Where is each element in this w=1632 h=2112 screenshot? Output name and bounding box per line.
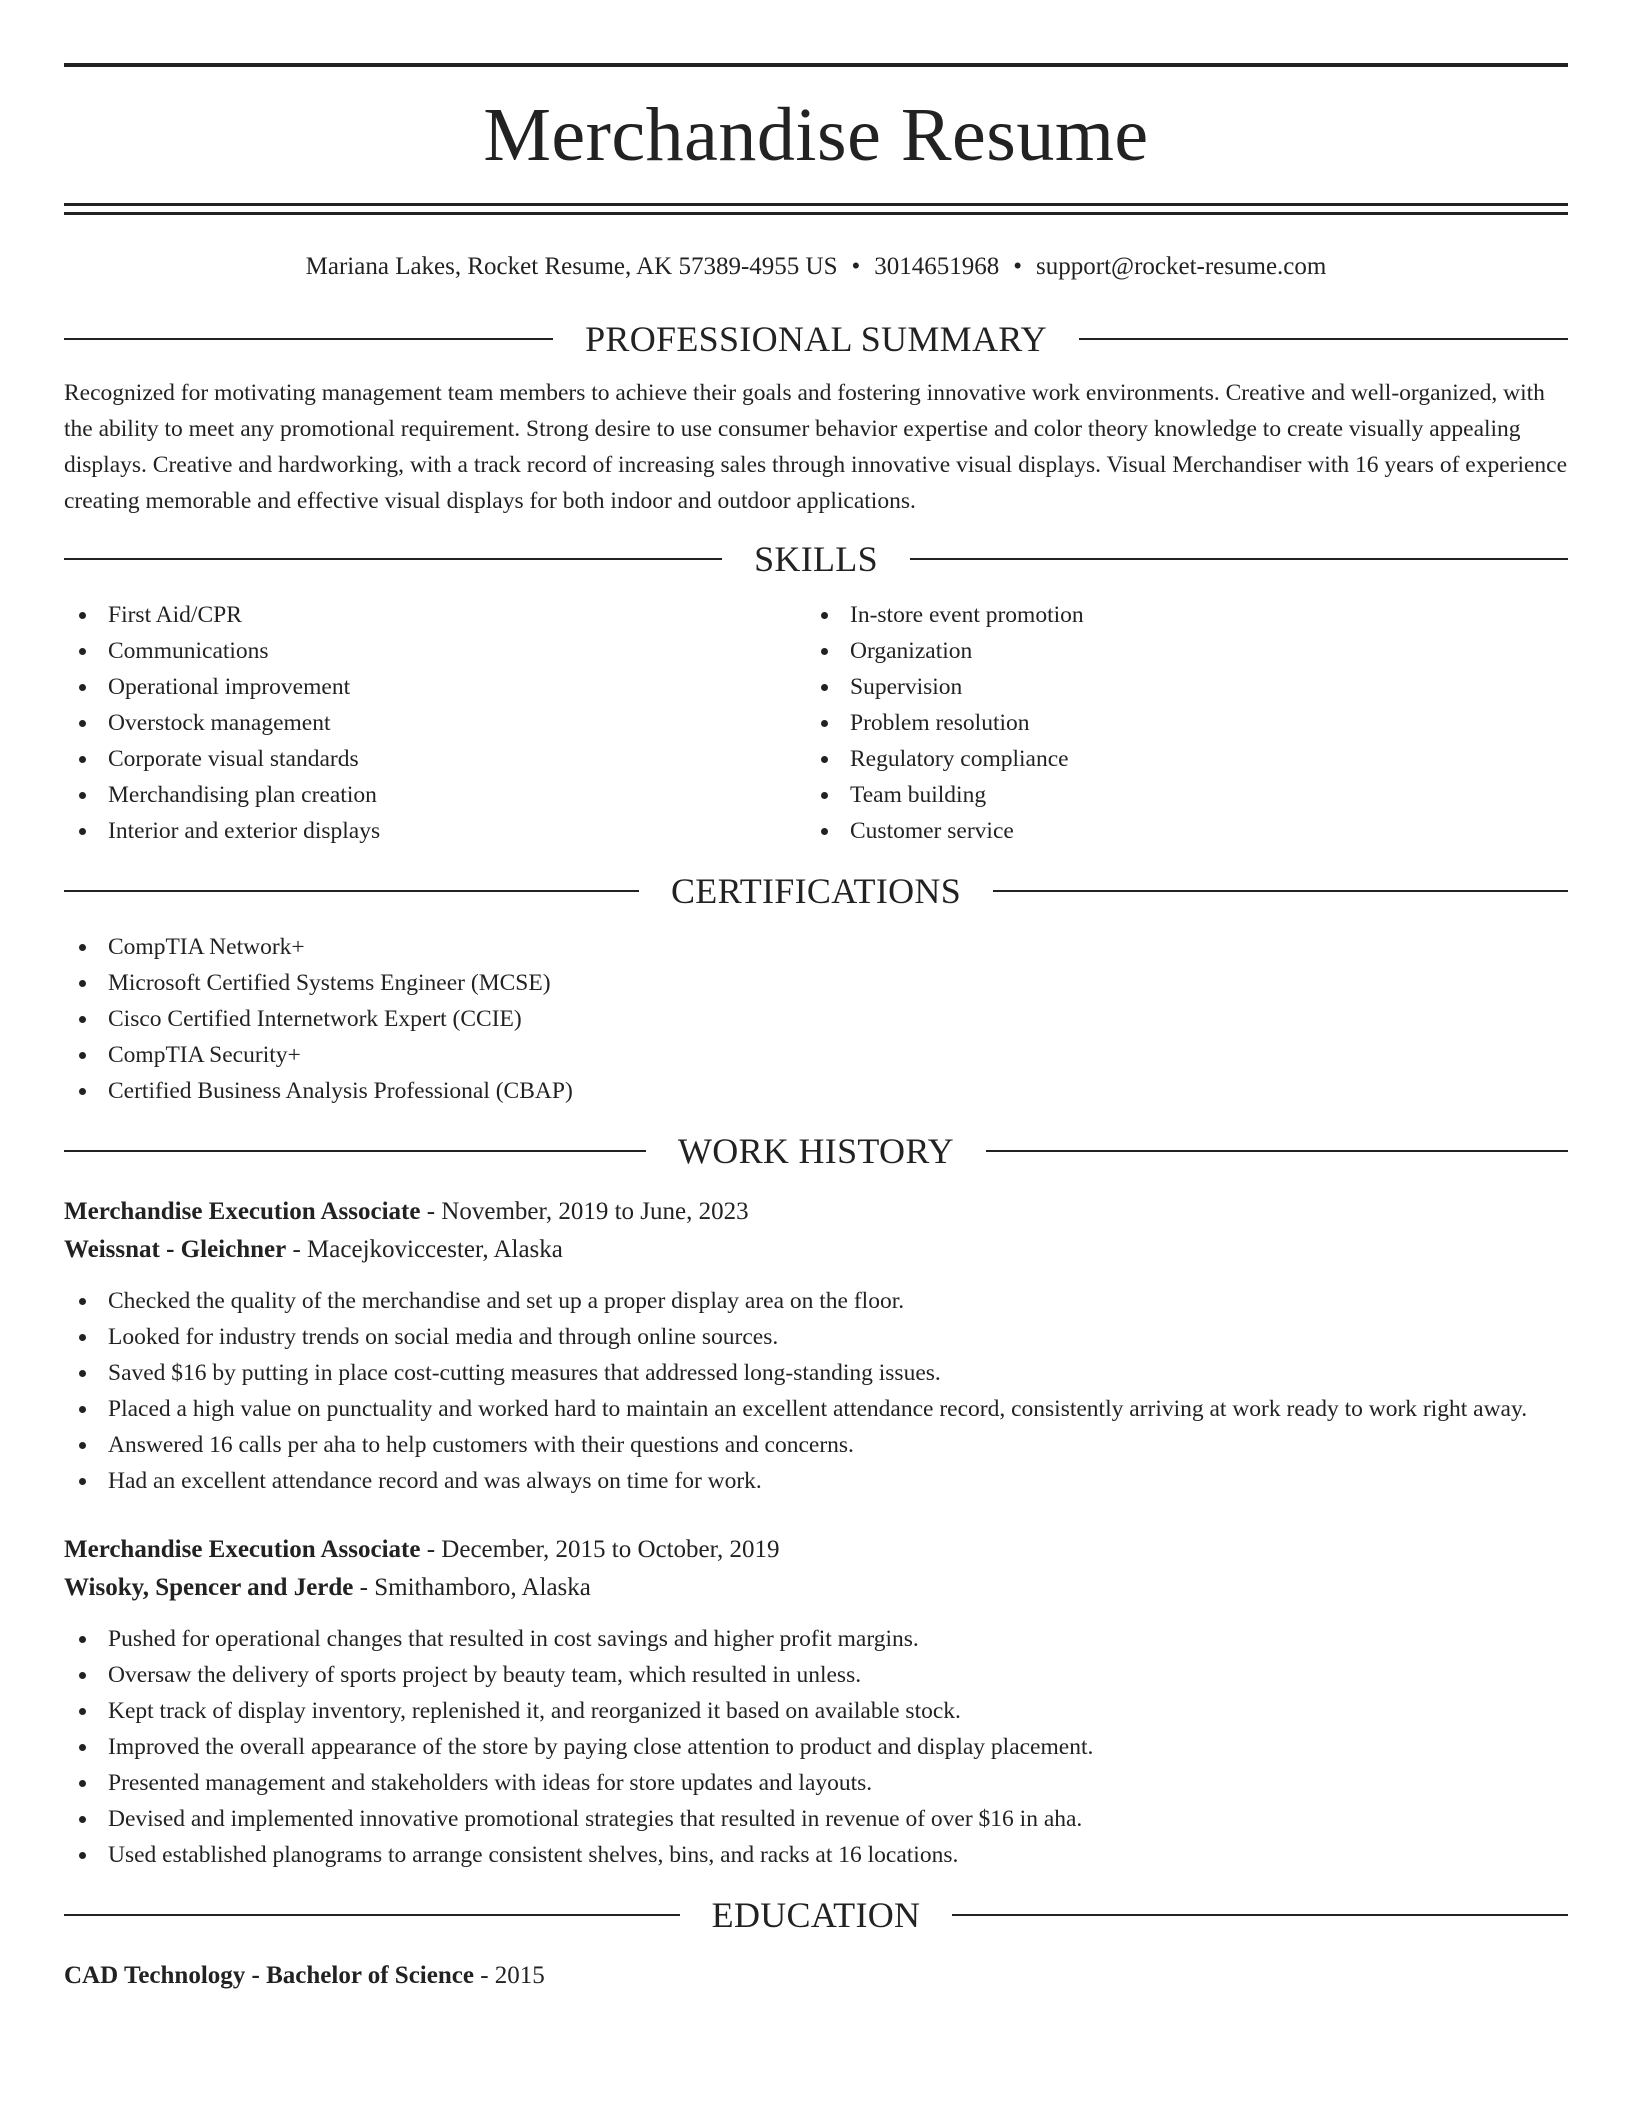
certification-item: Microsoft Certified Systems Engineer (MCSE) (64, 965, 1568, 1001)
job-bullets (64, 1283, 1568, 1499)
contact-phone: 3014651968 (874, 253, 1000, 280)
job-company-line: Weissnat - Gleichner - Macejkoviccester, Alaska (64, 1236, 563, 1263)
job-bullet: Saved $16 by putting in place cost-cutting measures that addressed long-standing issues. (64, 1355, 1568, 1391)
contact-line (64, 251, 1568, 283)
skill-item: Operational improvement (64, 669, 806, 705)
skill-item: Team building (806, 777, 1548, 813)
certification-item: Cisco Certified Internetwork Expert (CCIE) (64, 1001, 1568, 1037)
section-rule (910, 558, 1568, 560)
job-bullet: Pushed for operational changes that resulted in cost savings and higher profit margins. (64, 1621, 1568, 1657)
skill-item: Regulatory compliance (806, 741, 1548, 777)
job-dates: December, 2015 to October, 2019 (441, 1536, 780, 1563)
job-company: Weissnat - Gleichner (64, 1236, 287, 1263)
skill-item: Corporate visual standards (64, 741, 806, 777)
job-location: Smithamboro, Alaska (374, 1574, 591, 1601)
certifications-list (64, 929, 1568, 1109)
job-location: Macejkoviccester, Alaska (307, 1236, 563, 1263)
skills-column-left (64, 597, 806, 849)
resume-page (64, 0, 1568, 1995)
skill-item: Overstock management (64, 705, 806, 741)
skill-item: First Aid/CPR (64, 597, 806, 633)
job-bullets (64, 1621, 1568, 1873)
section-title: EDUCATION (711, 1895, 921, 1935)
education-year: 2015 (494, 1962, 545, 1989)
summary-text: Recognized for motivating management team members to achieve their goals and fostering innovative work environments. Creative and well-organized, with the ability to meet any promotional requirement. Strong desire to use consumer behavior expertise and color theory knowledge to create visually appealing displays. Creative and hardworking, with a track record of increasing sales through innovative visual displays. Visual Merchandiser with 16 years of experience creating memorable and effective visual displays for both indoor and outdoor applications. (64, 380, 1568, 514)
skill-item: In-store event promotion (806, 597, 1548, 633)
contact-separator: • (1013, 253, 1023, 280)
certification-item: CompTIA Network+ (64, 929, 1568, 965)
title-rule-lower (64, 212, 1568, 215)
resume-title: Merchandise Resume (483, 93, 1149, 177)
job-bullet: Looked for industry trends on social media and through online sources. (64, 1319, 1568, 1355)
job-entry (64, 1531, 1568, 1873)
section-rule (64, 1914, 680, 1916)
job-bullet: Used established planograms to arrange consistent shelves, bins, and racks at 16 locations. (64, 1837, 1568, 1873)
certification-item: CompTIA Security+ (64, 1037, 1568, 1073)
section-rule (1079, 338, 1568, 340)
section-header-skills (64, 539, 1568, 579)
job-dates: November, 2019 to June, 2023 (441, 1198, 749, 1225)
certification-item: Certified Business Analysis Professional (CBAP) (64, 1073, 1568, 1109)
job-bullet: Placed a high value on punctuality and worked hard to maintain an excellent attendance record, consistently arriving at work ready to work right away. (64, 1391, 1568, 1427)
section-rule (952, 1914, 1568, 1916)
job-bullet: Improved the overall appearance of the store by paying close attention to product and display placement. (64, 1729, 1568, 1765)
contact-address: Mariana Lakes, Rocket Resume, AK 57389-4955 US (305, 253, 838, 280)
section-title: SKILLS (754, 539, 878, 579)
education-degree: CAD Technology - Bachelor of Science (64, 1962, 474, 1989)
skill-item: Problem resolution (806, 705, 1548, 741)
contact-email: support@rocket-resume.com (1036, 253, 1327, 280)
job-bullet: Kept track of display inventory, replenished it, and reorganized it based on available stock. (64, 1693, 1568, 1729)
skill-item: Customer service (806, 813, 1548, 849)
title-rule-upper (64, 203, 1568, 206)
education-entry: CAD Technology - Bachelor of Science - 2015 (64, 1962, 545, 1989)
skill-item: Communications (64, 633, 806, 669)
job-bullet: Presented management and stakeholders with ideas for store updates and layouts. (64, 1765, 1568, 1801)
section-rule (993, 890, 1568, 892)
section-title: PROFESSIONAL SUMMARY (585, 319, 1047, 359)
section-header-work-history (64, 1131, 1568, 1171)
skill-item: Supervision (806, 669, 1548, 705)
skills-column-right (806, 597, 1548, 849)
skill-item: Interior and exterior displays (64, 813, 806, 849)
skills-list (64, 597, 1568, 849)
section-header-education (64, 1895, 1568, 1935)
section-rule (64, 338, 553, 340)
contact-separator: • (851, 253, 861, 280)
section-header-certifications (64, 871, 1568, 911)
section-title: CERTIFICATIONS (670, 871, 962, 911)
job-bullet: Checked the quality of the merchandise and set up a proper display area on the floor. (64, 1283, 1568, 1319)
job-title: Merchandise Execution Associate (64, 1536, 421, 1563)
job-bullet: Devised and implemented innovative promotional strategies that resulted in revenue of over $16 in aha. (64, 1801, 1568, 1837)
section-rule (64, 1150, 646, 1152)
skill-item: Merchandising plan creation (64, 777, 806, 813)
section-title: WORK HISTORY (678, 1131, 954, 1171)
skill-item: Organization (806, 633, 1548, 669)
job-title-line: Merchandise Execution Associate - December, 2015 to October, 2019 (64, 1536, 780, 1563)
job-company: Wisoky, Spencer and Jerde (64, 1574, 354, 1601)
top-rule (64, 63, 1568, 67)
job-entry (64, 1193, 1568, 1499)
section-header-summary (64, 319, 1568, 359)
job-bullet: Answered 16 calls per aha to help customers with their questions and concerns. (64, 1427, 1568, 1463)
section-rule (64, 558, 722, 560)
section-rule (64, 890, 639, 892)
job-title-line: Merchandise Execution Associate - November, 2019 to June, 2023 (64, 1198, 749, 1225)
section-rule (986, 1150, 1568, 1152)
job-bullet: Oversaw the delivery of sports project by beauty team, which resulted in unless. (64, 1657, 1568, 1693)
job-bullet: Had an excellent attendance record and was always on time for work. (64, 1463, 1568, 1499)
job-title: Merchandise Execution Associate (64, 1198, 421, 1225)
job-company-line: Wisoky, Spencer and Jerde - Smithamboro, Alaska (64, 1574, 591, 1601)
